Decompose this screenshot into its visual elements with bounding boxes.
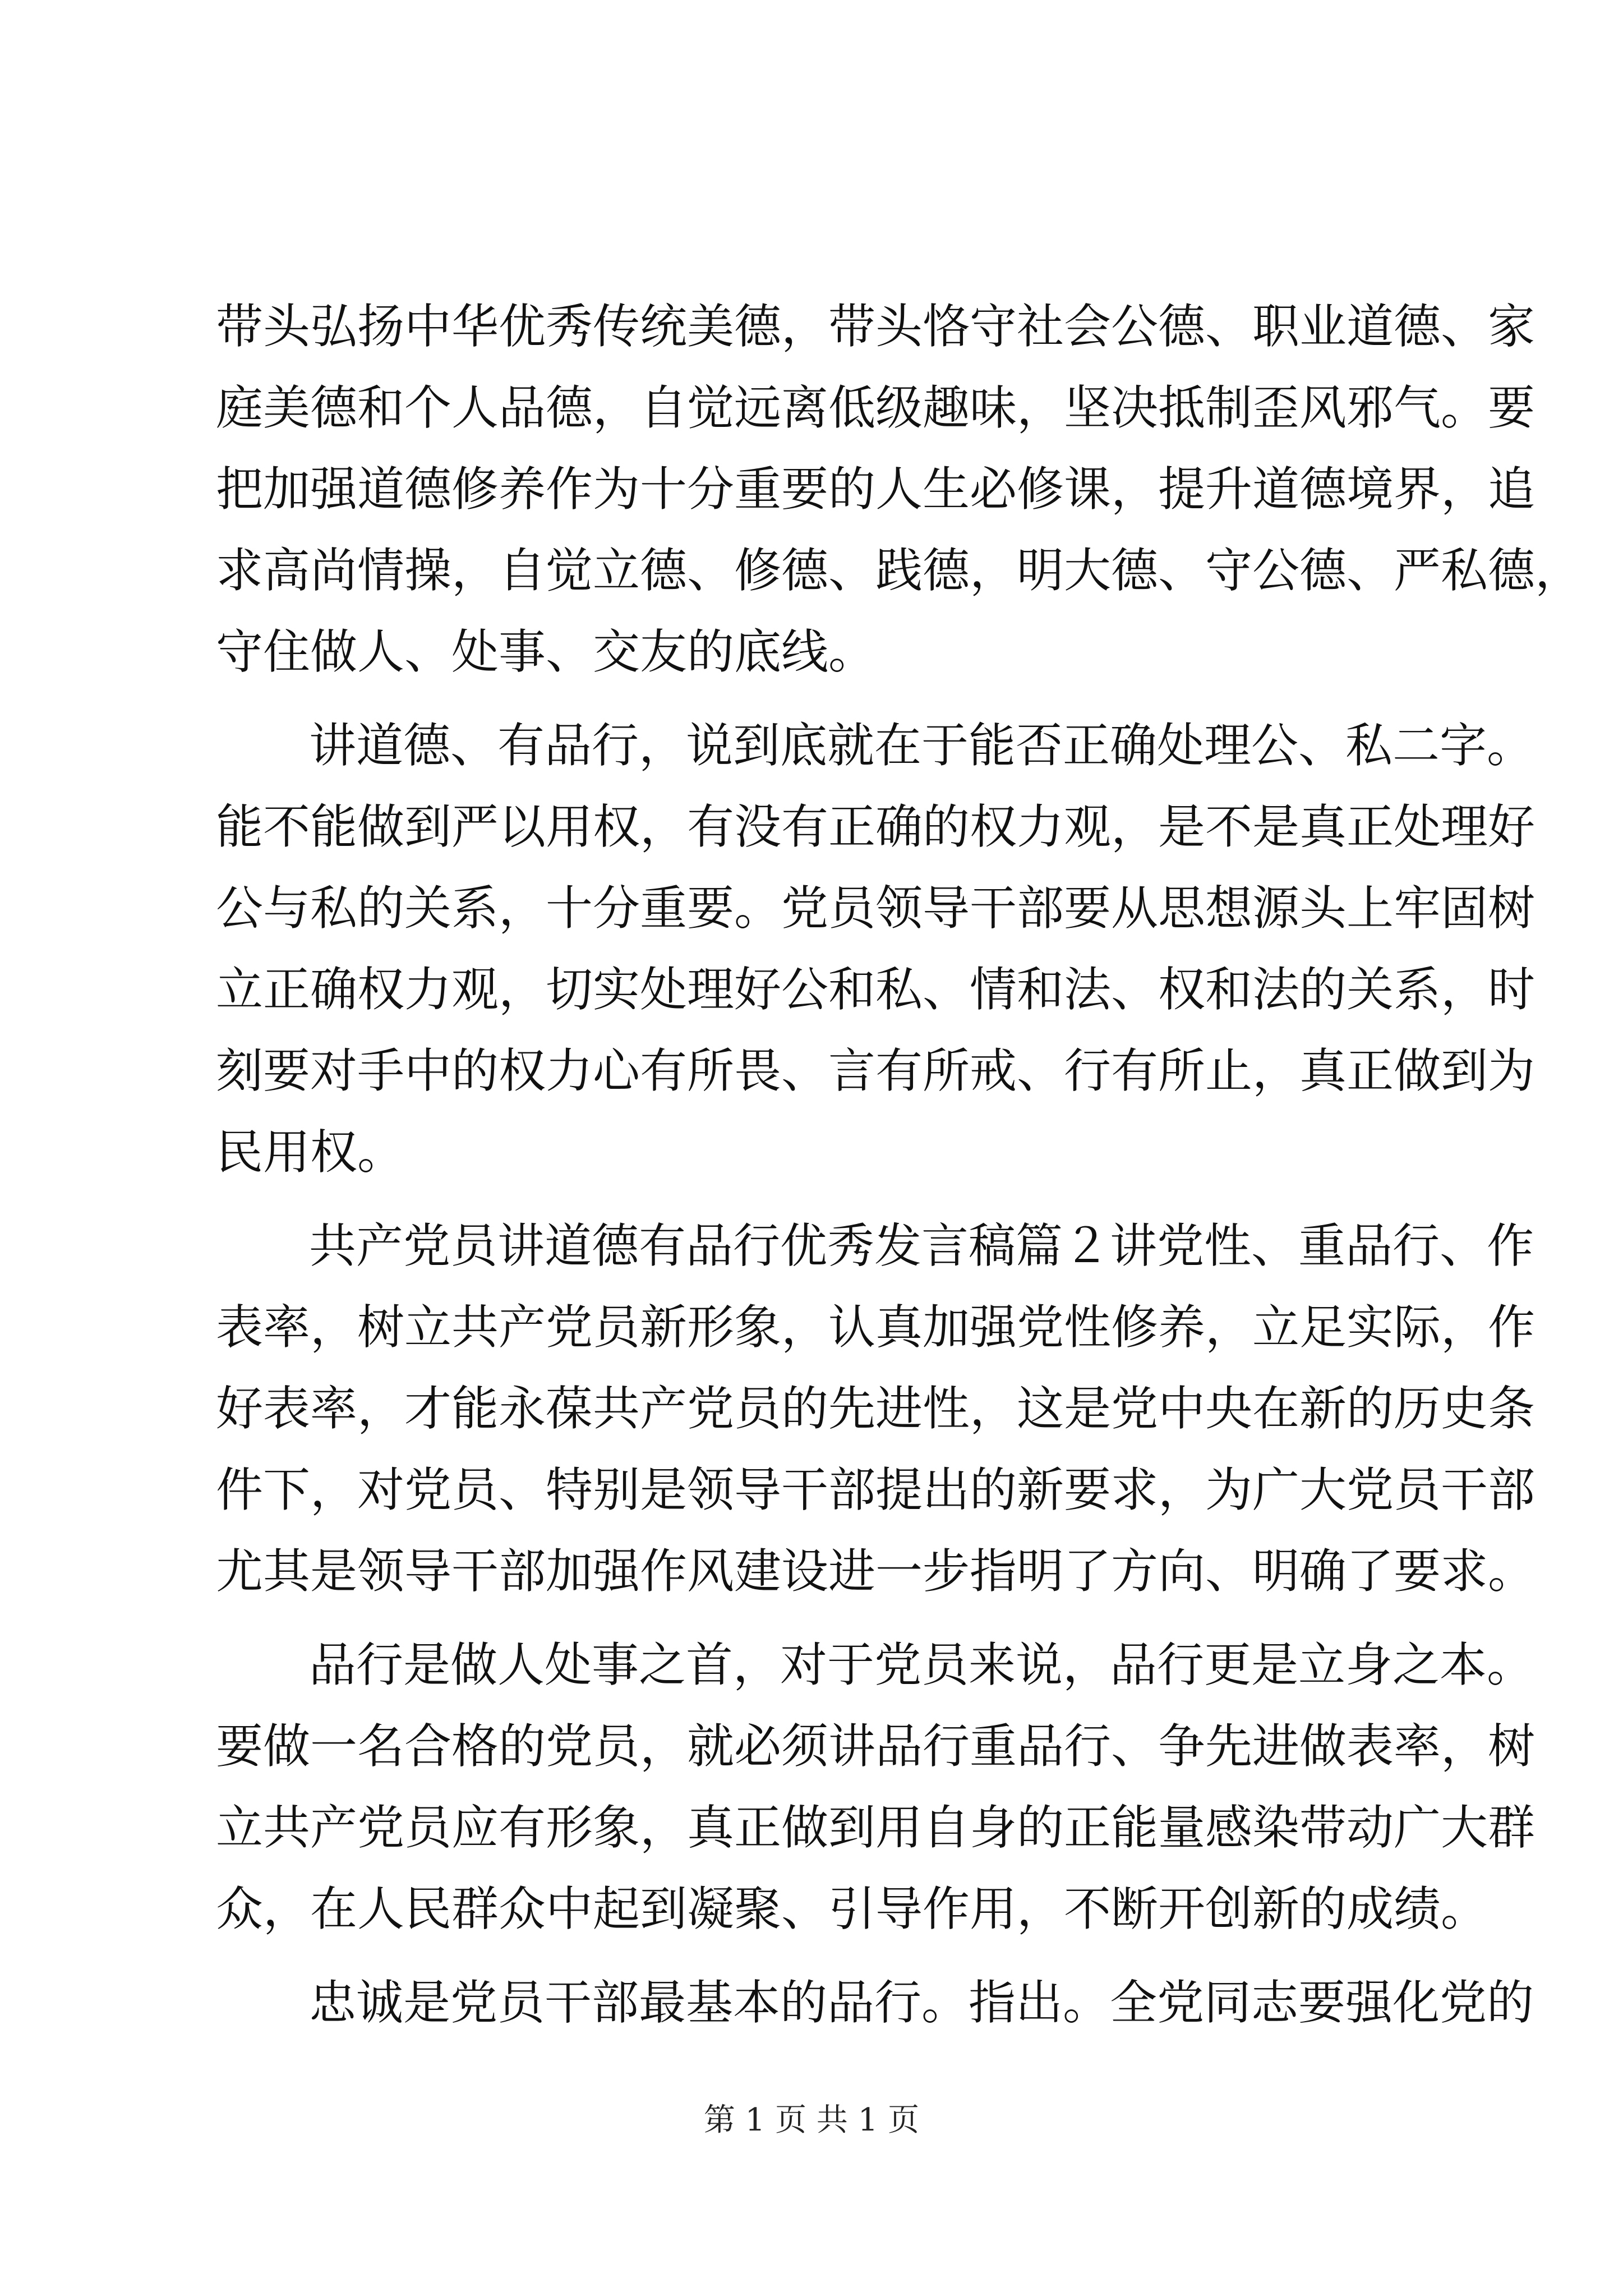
text-line: 忠诚是党员干部最基本的品行。指出。全党同志要强化党的	[309, 1975, 1534, 2030]
text-line: 公与私的关系，十分重要。党员领导干部要从思想源头上牢固树	[216, 881, 1536, 936]
text-line: 讲道德、有品行，说到底就在于能否正确处理公、私二字。	[309, 718, 1534, 773]
text-line: 众，在人民群众中起到凝聚、引导作用，不断开创新的成绩。	[216, 1881, 1488, 1936]
text-line: 共产党员讲道德有品行优秀发言稿篇２讲党性、重品行、作	[309, 1218, 1534, 1273]
text-line: 把加强道德修养作为十分重要的人生必修课，提升道德境界，追	[216, 462, 1536, 517]
page-number-footer: 第 1 页 共 1 页	[703, 2102, 920, 2138]
text-line: 要做一名合格的党员，就必须讲品行重品行、争先进做表率，树	[216, 1719, 1536, 1774]
text-line: 求高尚情操，自觉立德、修德、践德，明大德、守公德、严私德，	[216, 543, 1583, 598]
text-line: 庭美德和个人品德，自觉远离低级趣味，坚决抵制歪风邪气。要	[216, 380, 1536, 435]
document-body	[216, 286, 1583, 2044]
text-line: 品行是做人处事之首，对于党员来说，品行更是立身之本。	[309, 1637, 1534, 1692]
text-line: 尤其是领导干部加强作风建设进一步指明了方向、明确了要求。	[216, 1544, 1536, 1599]
text-line: 好表率，才能永葆共产党员的先进性，这是党中央在新的历史条	[216, 1381, 1536, 1436]
text-line: 守住做人、处事、交友的底线。	[216, 624, 876, 679]
text-line: 表率，树立共产党员新形象，认真加强党性修养，立足实际，作	[216, 1300, 1536, 1355]
text-line: 能不能做到严以用权，有没有正确的权力观，是不是真正处理好	[216, 799, 1536, 854]
text-line: 刻要对手中的权力心有所畏、言有所戒、行有所止，真正做到为	[216, 1043, 1536, 1098]
text-line: 立正确权力观，切实处理好公和私、情和法、权和法的关系，时	[216, 962, 1536, 1017]
text-line: 立共产党员应有形象，真正做到用自身的正能量感染带动广大群	[216, 1800, 1536, 1855]
text-line: 带头弘扬中华优秀传统美德，带头恪守社会公德、职业道德、家	[216, 299, 1536, 354]
text-line: 件下，对党员、特别是领导干部提出的新要求，为广大党员干部	[216, 1462, 1536, 1517]
text-line: 民用权。	[216, 1125, 405, 1180]
